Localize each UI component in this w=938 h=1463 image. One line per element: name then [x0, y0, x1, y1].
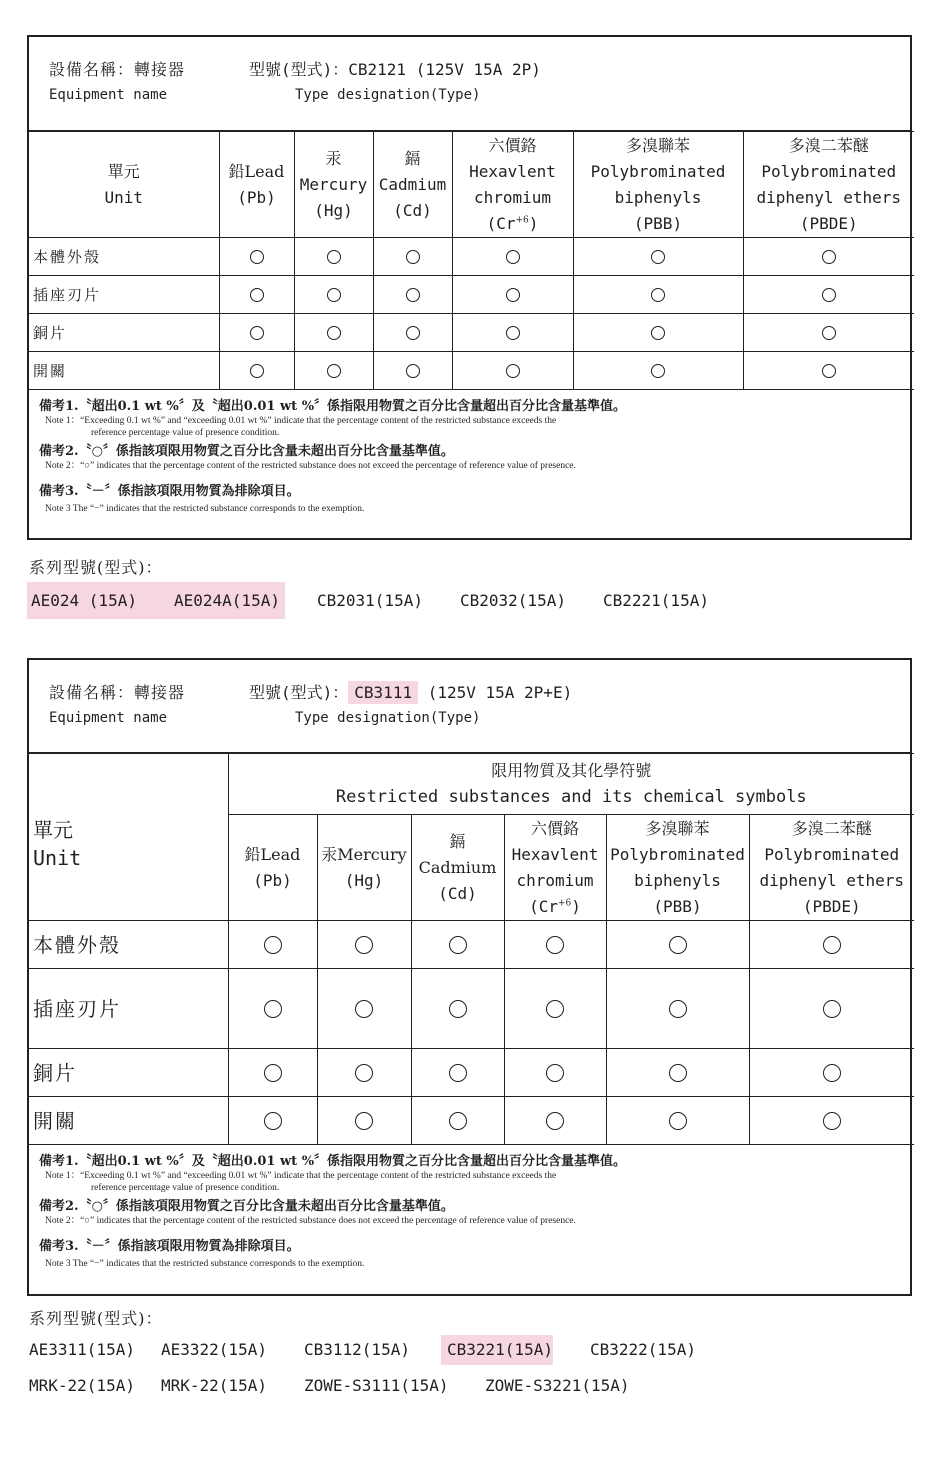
table-row — [29, 921, 914, 969]
compliant-circle-icon — [406, 364, 420, 378]
rohs-table-cb2121 — [27, 35, 912, 540]
series-model: AE024 (15A) — [31, 591, 137, 610]
rohs-table-cb3111 — [27, 658, 912, 1296]
series-model: CB2031(15A) — [317, 591, 423, 610]
highlighted-model: CB3111 — [348, 681, 418, 704]
series-model: MRK-22(15A) — [161, 1376, 267, 1395]
note-1-zh: 備考1.〝超出0.1 wt %〞及〝超出0.01 wt %〞係指限用物質之百分比含量超出百分比含量基準值。 — [39, 399, 627, 414]
table-header-row — [29, 132, 914, 238]
type-designation-zh: 型號(型式)： CB3111 (125V 15A 2P+E) — [249, 683, 573, 702]
compliant-circle-icon — [669, 1112, 687, 1130]
compliant-circle-icon — [651, 364, 665, 378]
compliant-circle-icon — [355, 936, 373, 954]
row-label: 本體外殼 — [29, 238, 219, 276]
note-2-zh: 備考2.〝○〞係指該項限用物質之百分比含量未超出百分比含量基準值。 — [39, 444, 454, 459]
equipment-header — [29, 660, 910, 753]
note-3-en: Note 3 The “−” indicates that the restricted substance corresponds to the exemption. — [45, 504, 365, 514]
unit-header: 單元 Unit — [29, 754, 228, 921]
mercury-header: 汞Mercury (Hg) — [317, 815, 411, 921]
mercury-header: 汞 Mercury (Hg) — [294, 132, 373, 238]
compliant-circle-icon — [669, 936, 687, 954]
restricted-substances-header: 限用物質及其化學符號 Restricted substances and its chemical symbols — [228, 754, 914, 815]
table-row — [29, 352, 914, 390]
compliant-circle-icon — [546, 1112, 564, 1130]
compliant-circle-icon — [264, 1064, 282, 1082]
compliant-circle-icon — [406, 326, 420, 340]
compliant-circle-icon — [823, 1000, 841, 1018]
series-model: CB3222(15A) — [590, 1340, 696, 1359]
table-group-header-row — [29, 754, 914, 815]
series-model: AE3311(15A) — [29, 1340, 135, 1359]
row-label: 插座刃片 — [29, 969, 228, 1049]
note-3-zh: 備考3.〝－〞係指該項限用物質為排除項目。 — [39, 1239, 300, 1254]
compliant-circle-icon — [250, 250, 264, 264]
table-row — [29, 314, 914, 352]
series-model: CB3112(15A) — [304, 1340, 410, 1359]
compliant-circle-icon — [449, 1064, 467, 1082]
cadmium-header: 鎘 Cadmium (Cd) — [373, 132, 452, 238]
compliant-circle-icon — [449, 1112, 467, 1130]
compliant-circle-icon — [823, 1064, 841, 1082]
equipment-header — [29, 37, 910, 131]
compliant-circle-icon — [546, 1064, 564, 1082]
equipment-name-zh: 設備名稱：轉接器 — [49, 683, 186, 702]
note-2-zh: 備考2.〝○〞係指該項限用物質之百分比含量未超出百分比含量基準值。 — [39, 1199, 454, 1214]
table-row — [29, 969, 914, 1049]
equipment-name-zh: 設備名稱：轉接器 — [49, 60, 186, 79]
note-1-en: Note 1：“Exceeding 0.1 wt %” and “exceeding 0.01 wt %” indicate that the percentage content of the restricted substance exceeds the — [45, 416, 557, 426]
unit-header: 單元 Unit — [29, 132, 219, 238]
compliant-circle-icon — [327, 250, 341, 264]
series-model: CB3221(15A) — [447, 1340, 553, 1359]
compliant-circle-icon — [449, 936, 467, 954]
substance-table — [29, 753, 914, 1145]
series-model: ZOWE-S3221(15A) — [485, 1376, 630, 1395]
compliant-circle-icon — [406, 288, 420, 302]
row-label: 銅片 — [29, 314, 219, 352]
equipment-name-en: Equipment name — [49, 710, 168, 726]
series-model: AE3322(15A) — [161, 1340, 267, 1359]
compliant-circle-icon — [355, 1112, 373, 1130]
compliant-circle-icon — [506, 364, 520, 378]
type-designation-en: Type designation(Type) — [295, 87, 481, 103]
row-label: 開關 — [29, 352, 219, 390]
note-1-en: Note 1：“Exceeding 0.1 wt %” and “exceeding 0.01 wt %” indicate that the percentage content of the restricted substance exceeds the — [45, 1171, 557, 1181]
compliant-circle-icon — [822, 250, 836, 264]
note-3-zh: 備考3.〝－〞係指該項限用物質為排除項目。 — [39, 484, 300, 499]
row-label: 插座刃片 — [29, 276, 219, 314]
series-model: CB2032(15A) — [460, 591, 566, 610]
series-model: ZOWE-S3111(15A) — [304, 1376, 449, 1395]
notes-section — [29, 390, 910, 515]
compliant-circle-icon — [822, 326, 836, 340]
notes-section — [29, 1145, 910, 1270]
compliant-circle-icon — [651, 250, 665, 264]
compliant-circle-icon — [250, 326, 264, 340]
row-label: 銅片 — [29, 1049, 228, 1097]
chromium-header: 六價鉻 Hexavlent chromium $(Cr^{+6})$ — [504, 815, 606, 921]
compliant-circle-icon — [822, 288, 836, 302]
table-row — [29, 238, 914, 276]
compliant-circle-icon — [264, 1000, 282, 1018]
compliant-circle-icon — [264, 1112, 282, 1130]
compliant-circle-icon — [250, 288, 264, 302]
compliant-circle-icon — [823, 936, 841, 954]
compliant-circle-icon — [355, 1000, 373, 1018]
note-1-en-cont: reference percentage value of presence condition. — [91, 428, 280, 438]
pbde-header: 多溴二苯醚 Polybrominated diphenyl ethers (PBDE) — [743, 132, 914, 238]
table-row — [29, 1097, 914, 1145]
chromium-header: 六價鉻 Hexavlent chromium $(Cr^{+6})$ — [452, 132, 573, 238]
compliant-circle-icon — [327, 288, 341, 302]
series-model: MRK-22(15A) — [29, 1376, 135, 1395]
compliant-circle-icon — [327, 326, 341, 340]
compliant-circle-icon — [355, 1064, 373, 1082]
series-model: AE024A(15A) — [174, 591, 280, 610]
lead-header: 鉛Lead (Pb) — [219, 132, 294, 238]
pbde-header: 多溴二苯醚 Polybrominated diphenyl ethers (PBDE) — [749, 815, 914, 921]
compliant-circle-icon — [651, 326, 665, 340]
compliant-circle-icon — [449, 1000, 467, 1018]
cadmium-header: 鎘Cadmium (Cd) — [411, 815, 504, 921]
lead-header: 鉛Lead (Pb) — [228, 815, 317, 921]
pbb-header: 多溴聯苯 Polybrominated biphenyls (PBB) — [606, 815, 749, 921]
substance-table — [29, 131, 914, 390]
table-row — [29, 1049, 914, 1097]
compliant-circle-icon — [264, 936, 282, 954]
series-label: 系列型號(型式)： — [29, 558, 163, 577]
table-row — [29, 276, 914, 314]
type-designation-zh: 型號(型式)：CB2121 (125V 15A 2P) — [249, 60, 541, 79]
pbb-header: 多溴聯苯 Polybrominated biphenyls (PBB) — [573, 132, 743, 238]
type-designation-en: Type designation(Type) — [295, 710, 481, 726]
row-label: 開關 — [29, 1097, 228, 1145]
equipment-name-en: Equipment name — [49, 87, 168, 103]
compliant-circle-icon — [546, 936, 564, 954]
series-label: 系列型號(型式)： — [29, 1309, 163, 1328]
compliant-circle-icon — [669, 1000, 687, 1018]
row-label: 本體外殼 — [29, 921, 228, 969]
compliant-circle-icon — [822, 364, 836, 378]
compliant-circle-icon — [669, 1064, 687, 1082]
compliant-circle-icon — [823, 1112, 841, 1130]
note-1-zh: 備考1.〝超出0.1 wt %〞及〝超出0.01 wt %〞係指限用物質之百分比含量超出百分比含量基準值。 — [39, 1154, 627, 1169]
note-2-en: Note 2：“○” indicates that the percentage content of the restricted substance does not exceed the percentage of reference value of presence. — [45, 1216, 576, 1226]
compliant-circle-icon — [327, 364, 341, 378]
compliant-circle-icon — [250, 364, 264, 378]
compliant-circle-icon — [651, 288, 665, 302]
compliant-circle-icon — [506, 326, 520, 340]
compliant-circle-icon — [546, 1000, 564, 1018]
compliant-circle-icon — [506, 288, 520, 302]
note-3-en: Note 3 The “−” indicates that the restricted substance corresponds to the exemption. — [45, 1259, 365, 1269]
note-2-en: Note 2：“○” indicates that the percentage content of the restricted substance does not exceed the percentage of reference value of presence. — [45, 461, 576, 471]
compliant-circle-icon — [506, 250, 520, 264]
note-1-en-cont: reference percentage value of presence condition. — [91, 1183, 280, 1193]
series-model: CB2221(15A) — [603, 591, 709, 610]
compliant-circle-icon — [406, 250, 420, 264]
